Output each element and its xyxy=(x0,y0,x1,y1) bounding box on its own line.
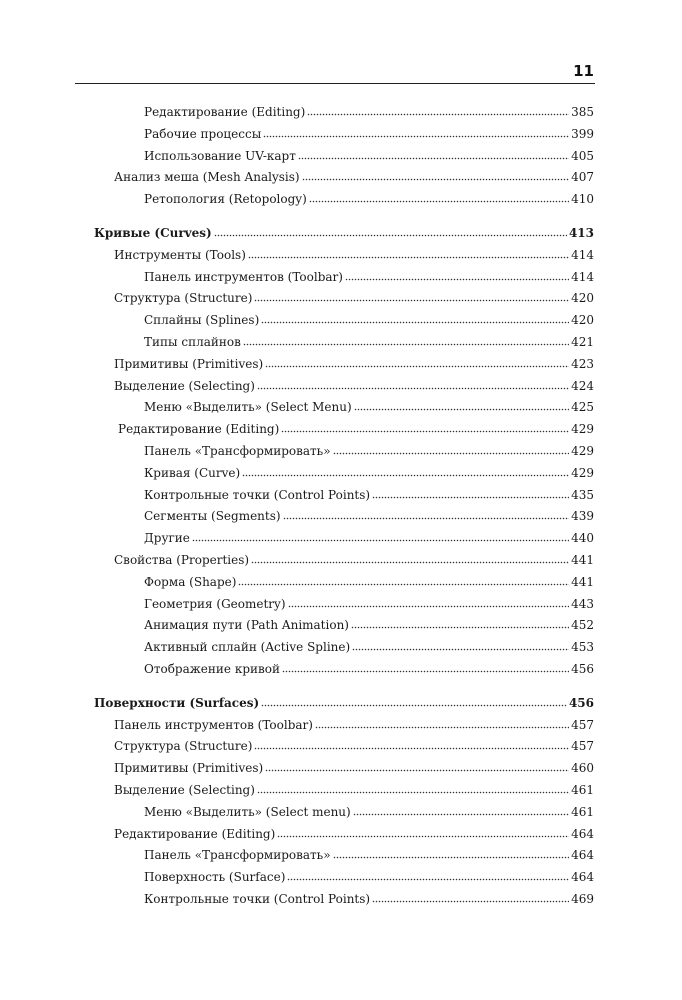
toc-entry-page: 464 xyxy=(571,848,594,863)
toc-dot-leader xyxy=(261,314,569,324)
toc-entry xyxy=(114,760,594,776)
toc-entry-title: Меню «Выделить» (Select menu) xyxy=(144,804,351,819)
toc-entry-title: Контрольные точки (Control Points) xyxy=(144,892,371,906)
toc-entry-title: Структура (Structure) xyxy=(114,291,253,306)
toc-entry xyxy=(144,443,594,459)
toc-dot-leader xyxy=(238,576,569,586)
toc-entry-page: 464 xyxy=(571,826,594,841)
toc-entry-title: Сегменты (Segments) xyxy=(144,509,281,524)
toc-entry xyxy=(144,191,594,207)
toc-entry-title: Отображение кривой xyxy=(144,662,280,676)
toc-dot-leader xyxy=(287,871,569,881)
toc-entry xyxy=(144,596,594,612)
toc-dot-leader xyxy=(315,719,569,729)
toc-entry-page: 423 xyxy=(571,356,594,371)
toc-dot-leader xyxy=(192,532,569,542)
toc-entry xyxy=(114,290,594,306)
toc-entry xyxy=(144,312,594,328)
toc-entry-page: 424 xyxy=(571,378,594,393)
toc-entry-page: 429 xyxy=(571,422,594,437)
toc-entry xyxy=(144,574,594,590)
toc-dot-leader xyxy=(309,193,569,203)
toc-entry-title: Редактирование (Editing) xyxy=(144,105,306,119)
toc-entry xyxy=(118,421,594,437)
toc-dot-leader xyxy=(288,598,570,608)
toc-entry-title: Примитивы (Primitives) xyxy=(114,356,264,371)
toc-entry xyxy=(144,269,594,285)
toc-entry xyxy=(144,334,594,350)
toc-entry xyxy=(144,639,594,655)
toc-dot-leader xyxy=(333,849,570,859)
toc-entry-title: Панель инструментов (Toolbar) xyxy=(144,269,343,284)
toc-entry-title: Типы сплайнов xyxy=(144,335,241,349)
toc-dot-leader xyxy=(261,697,567,707)
toc-dot-leader xyxy=(352,641,569,651)
toc-entry-page: 420 xyxy=(571,291,594,306)
toc-entry-page: 385 xyxy=(571,105,594,119)
toc-entry-title: Панель инструментов (Toolbar) xyxy=(114,717,313,732)
toc-entry-page: 414 xyxy=(571,247,594,262)
toc-entry-title: Меню «Выделить» (Select Menu) xyxy=(144,400,352,415)
toc-entry xyxy=(114,169,594,185)
toc-entry xyxy=(114,247,594,263)
toc-dot-leader xyxy=(265,762,569,772)
toc-entry-title: Редактирование (Editing) xyxy=(118,422,280,437)
toc-dot-leader xyxy=(298,150,569,160)
toc-entry xyxy=(144,804,594,820)
toc-entry-title: Анализ меша (Mesh Analysis) xyxy=(114,170,300,185)
toc-entry-page: 453 xyxy=(571,640,594,655)
toc-entry-page: 425 xyxy=(571,400,594,415)
toc-entry xyxy=(94,695,594,711)
toc-entry xyxy=(144,847,594,863)
toc-entry-page: 456 xyxy=(568,695,594,710)
toc-dot-leader xyxy=(302,171,570,181)
toc-entry xyxy=(144,891,594,907)
toc-dot-leader xyxy=(277,828,569,838)
toc-entry xyxy=(114,356,594,372)
toc-entry xyxy=(144,126,594,142)
toc-entry-title: Другие xyxy=(144,531,190,546)
toc-dot-leader xyxy=(307,106,569,116)
toc-entry-title: Кривая (Curve) xyxy=(144,465,241,480)
page-number: 11 xyxy=(573,62,594,80)
toc-dot-leader xyxy=(214,227,567,237)
toc-entry-page: 461 xyxy=(571,783,594,797)
toc-entry xyxy=(144,399,594,415)
toc-entry-page: 469 xyxy=(571,892,594,906)
toc-dot-leader xyxy=(254,292,569,302)
toc-entry xyxy=(144,869,594,885)
toc-dot-leader xyxy=(257,784,569,794)
toc-entry-page: 457 xyxy=(571,739,594,754)
toc-entry-page: 429 xyxy=(571,465,594,480)
toc-entry xyxy=(114,717,594,733)
toc-dot-leader xyxy=(254,740,569,750)
toc-entry-title: Примитивы (Primitives) xyxy=(114,761,264,776)
toc-entry-page: 420 xyxy=(571,313,594,328)
toc-entry xyxy=(144,104,594,120)
toc-entry-page: 464 xyxy=(571,870,594,885)
toc-dot-leader xyxy=(372,489,569,499)
toc-entry-title: Сплайны (Splines) xyxy=(144,313,260,328)
header-rule xyxy=(75,83,595,84)
toc-dot-leader xyxy=(372,893,569,903)
toc-entry-title: Ретопология (Retopology) xyxy=(144,192,307,207)
toc-dot-leader xyxy=(354,401,569,411)
toc-entry xyxy=(94,225,594,241)
toc-entry-title: Выделение (Selecting) xyxy=(114,783,255,797)
toc-entry-page: 435 xyxy=(571,487,594,502)
toc-entry-page: 405 xyxy=(571,148,594,163)
toc-entry-page: 414 xyxy=(571,269,594,284)
toc-dot-leader xyxy=(351,619,569,629)
toc-entry-page: 441 xyxy=(571,553,594,567)
toc-entry xyxy=(144,661,594,677)
toc-entry-title: Использование UV-карт xyxy=(144,148,296,163)
toc-entry xyxy=(144,487,594,503)
toc-entry-title: Форма (Shape) xyxy=(144,574,237,589)
toc-entry-title: Активный сплайн (Active Spline) xyxy=(144,640,351,655)
toc-dot-leader xyxy=(265,358,569,368)
toc-dot-leader xyxy=(257,380,569,390)
toc-entry xyxy=(114,552,594,568)
toc-entry-title: Выделение (Selecting) xyxy=(114,378,255,393)
toc-entry xyxy=(114,738,594,754)
toc-entry-title: Рабочие процессы xyxy=(144,126,262,141)
toc-entry-page: 461 xyxy=(571,804,594,819)
toc-entry xyxy=(114,782,594,798)
toc-entry xyxy=(144,148,594,164)
toc-entry xyxy=(144,465,594,481)
toc-entry-page: 441 xyxy=(571,574,594,589)
toc-entry-title: Редактирование (Editing) xyxy=(114,826,276,841)
toc-entry-title: Кривые (Curves) xyxy=(94,226,212,240)
toc-entry-title: Анимация пути (Path Animation) xyxy=(144,618,349,633)
toc-entry xyxy=(144,530,594,546)
toc-dot-leader xyxy=(251,554,569,564)
toc-entry xyxy=(114,378,594,394)
toc-entry-title: Контрольные точки (Control Points) xyxy=(144,487,371,502)
toc-entry-page: 460 xyxy=(571,761,594,776)
toc-dot-leader xyxy=(283,510,570,520)
toc-dot-leader xyxy=(282,663,569,673)
toc-entry-page: 440 xyxy=(571,531,594,546)
toc-entry-page: 413 xyxy=(568,226,594,240)
toc-entry-title: Геометрия (Geometry) xyxy=(144,596,286,611)
toc-dot-leader xyxy=(353,806,569,816)
toc-entry-page: 457 xyxy=(571,717,594,732)
toc-entry-page: 399 xyxy=(571,126,594,141)
toc-entry-title: Панель «Трансформировать» xyxy=(144,848,331,863)
toc-entry-title: Инструменты (Tools) xyxy=(114,247,246,262)
toc-dot-leader xyxy=(281,423,569,433)
toc-entry-page: 452 xyxy=(571,618,594,633)
toc-entry xyxy=(114,826,594,842)
toc-dot-leader xyxy=(263,128,569,138)
toc-entry-page: 443 xyxy=(571,596,594,611)
toc-entry-page: 421 xyxy=(571,335,594,349)
toc-entry-page: 456 xyxy=(571,662,594,676)
toc-entry-title: Структура (Structure) xyxy=(114,739,253,754)
toc-dot-leader xyxy=(333,445,570,455)
toc-entry xyxy=(144,617,594,633)
toc-entry-page: 429 xyxy=(571,444,594,458)
toc-entry-page: 410 xyxy=(571,192,594,207)
toc-entry-title: Панель «Трансформировать» xyxy=(144,444,331,458)
toc-dot-leader xyxy=(248,249,569,259)
toc-entry-page: 439 xyxy=(571,509,594,524)
toc-entry-page: 407 xyxy=(571,170,594,185)
toc-entry-title: Поверхность (Surface) xyxy=(144,870,286,885)
toc-dot-leader xyxy=(242,467,569,477)
toc-dot-leader xyxy=(345,271,569,281)
toc-entry-title: Поверхности (Surfaces) xyxy=(94,695,260,710)
toc-entry xyxy=(144,508,594,524)
toc-entry-title: Свойства (Properties) xyxy=(114,553,250,567)
toc-dot-leader xyxy=(243,336,569,346)
